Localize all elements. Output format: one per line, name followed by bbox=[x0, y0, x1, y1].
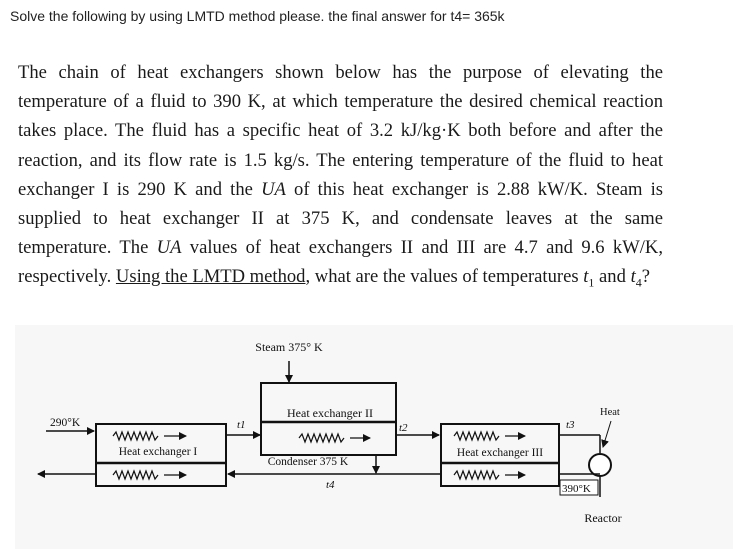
problem-and: and bbox=[594, 266, 631, 288]
lmtd-method-underlined: Using the LMTD method bbox=[115, 266, 306, 288]
problem-text-2: of this heat exchanger is 2.88 kW/K. Steam is supplied to heat exchanger II at 375 K, and condensate leaves at the same temperature. The bbox=[18, 178, 663, 259]
t-symbol-1: t bbox=[583, 266, 589, 288]
heat-exchanger-diagram bbox=[0, 325, 738, 549]
t-symbol-4: t bbox=[630, 266, 636, 288]
problem-text-3: values of heat exchangers II and III are 4.7 and 9.6 kW/K, respectively. bbox=[18, 237, 663, 288]
reactor-symbol bbox=[589, 454, 611, 476]
t4-subscript: 4 bbox=[635, 276, 642, 291]
problem-text-4: , what are the values of temperatures bbox=[305, 266, 584, 288]
t3-label: t3 bbox=[566, 419, 575, 431]
question-header: Solve the following by using LMTD method please. the final answer for t4= 365k bbox=[10, 8, 505, 24]
t2-label: t2 bbox=[399, 422, 408, 434]
t4-label: t4 bbox=[326, 479, 335, 491]
hx3-label: Heat exchanger III bbox=[456, 447, 544, 459]
reactor-temp-label: 390°K bbox=[562, 483, 591, 495]
reactor-label: Reactor bbox=[584, 511, 622, 525]
heat-label: Heat bbox=[600, 407, 620, 418]
ua-symbol-1: UA bbox=[261, 178, 286, 200]
ua-symbol-2: UA bbox=[156, 237, 182, 259]
steam-label: Steam 375° K bbox=[255, 340, 323, 354]
problem-statement bbox=[18, 58, 663, 292]
problem-end: ? bbox=[641, 266, 650, 288]
t1-label: t1 bbox=[237, 419, 246, 431]
t1-subscript: 1 bbox=[588, 276, 595, 291]
hx2-label: Heat exchanger II bbox=[287, 406, 373, 420]
condenser-label: Condenser 375 K bbox=[267, 456, 349, 468]
diagram-background bbox=[15, 325, 733, 549]
hx1-label: Heat exchanger I bbox=[118, 446, 198, 458]
inlet-temp-label: 290°K bbox=[50, 417, 81, 429]
problem-text-1: The chain of heat exchangers shown below has the purpose of elevating the temperature of a fluid to 390 K, at which temperature the desired chemical reaction takes place. The fluid has a specific heat of 3.2 kJ/kg·K both before and after the reaction, and its flow rate is 1.5 kg/s. The entering temperature of the fluid to heat exchanger I is 290 K and the bbox=[18, 62, 663, 200]
